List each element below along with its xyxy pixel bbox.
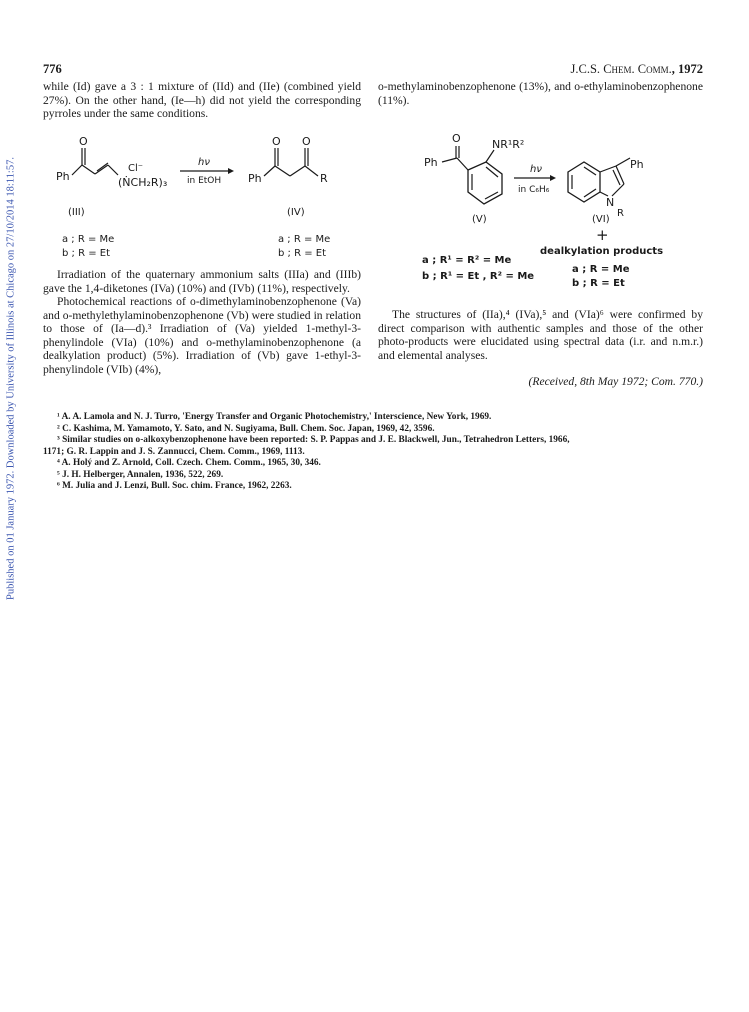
compound-label-V: (V): [472, 214, 487, 225]
variant-a-III: a ; R = Me: [62, 234, 115, 245]
journal-prefix: J.C.S.: [570, 62, 601, 76]
journal-year: , 1972: [671, 62, 703, 76]
bond-line: [82, 165, 95, 174]
variant-b-V: b ; R¹ = Et , R² = Me: [422, 271, 535, 282]
footnotes: [43, 412, 705, 493]
ring-double-bond: [486, 167, 498, 177]
oxygen-label: O: [302, 135, 311, 148]
paragraph-pyrroles: while (Id) gave a 3 : 1 mixture of (IId) and (IIe) (combined yield 27%). On the other hand, (Ie—h) did not yield the corresponding pyrroles under the same conditions.: [43, 80, 361, 120]
received-note: (Received, 8th May 1972; Com. 770.): [528, 375, 703, 388]
download-note-text: Published on 01 January 1972. Downloaded by University of Illinois at Chicago on 27/10/2014 18:11:57.: [5, 157, 17, 600]
variant-b-IV: b ; R = Et: [278, 248, 326, 259]
phenyl-label-IV: Ph: [248, 172, 262, 185]
bond-line: [97, 163, 108, 171]
bond-line: [442, 158, 457, 162]
scheme-ammonium-to-diketone: [50, 130, 370, 260]
paragraph-structures: The structures of (IIa),⁴ (IVa),⁵ and (VIa)⁶ were confirmed by direct comparison with authentic samples and those of the other photo-products were elucidated using spectral data (i.r. and n.m.r.) and elemental analyses.: [378, 308, 703, 362]
right-column-top: [378, 80, 703, 107]
arrow-head: [550, 175, 556, 181]
oxygen-label: O: [79, 135, 88, 148]
journal-name: Chem. Comm.: [603, 62, 672, 76]
r-group-label: R: [320, 172, 328, 185]
left-column-top: [43, 80, 361, 121]
paragraph-ethylamino: o-methylaminobenzophenone (13%), and o-ethylaminobenzophenone (11%).: [378, 80, 703, 107]
footnote-3: ³ Similar studies on o-alkoxybenzophenone have been reported: S. P. Pappas and J. E. Blackwell, Jun., Tetrahedron Letters, 1966,: [57, 435, 570, 445]
variant-a-IV: a ; R = Me: [278, 234, 331, 245]
bond-line: [264, 166, 275, 176]
download-sidebar-note: [4, 140, 18, 620]
variant-b-VI: b ; R = Et: [572, 278, 625, 289]
phenyl-label-III: Ph: [56, 170, 70, 183]
phenyl-label-V: Ph: [424, 156, 438, 169]
amine-label: NR¹R²: [492, 138, 525, 151]
journal-header: [571, 62, 703, 77]
footnote-2: ² C. Kashima, M. Yamamoto, Y. Sato, and N. Sugiyama, Bull. Chem. Soc. Japan, 1969, 42, 3596.: [57, 423, 435, 434]
r-group-label: R: [617, 208, 624, 219]
oxygen-label: O: [272, 135, 281, 148]
footnote-4: ⁴ A. Holý and Z. Arnold, Coll. Czech. Chem. Comm., 1965, 30, 346.: [57, 458, 321, 468]
bond-line: [108, 165, 118, 175]
scheme-aminobenzophenone-to-indole: [420, 130, 705, 290]
page-number: 776: [43, 62, 62, 76]
bond-line: [305, 166, 318, 176]
compound-label-III: (III): [68, 207, 85, 218]
hv-label: hν: [198, 157, 210, 168]
footnote-6: ⁶ M. Julia and J. Lenzi, Bull. Soc. chim. France, 1962, 2263.: [57, 481, 292, 491]
bond-line: [72, 165, 82, 175]
bond-line: [616, 166, 624, 184]
hv-label: hν: [530, 164, 542, 175]
variant-a-V: a ; R¹ = R² = Me: [422, 255, 512, 266]
bond-line: [612, 184, 624, 196]
left-column-lower: [43, 268, 361, 376]
nitrogen-label: N: [606, 196, 615, 209]
footnote-3-continued: 1171; G. R. Lappin and J. S. Zannucci, Chem. Comm., 1969, 1113.: [43, 446, 305, 457]
bond-line: [275, 166, 290, 176]
dealkylation-label: dealkylation products: [540, 246, 664, 257]
paragraph-photochemical: Photochemical reactions of o-dimethylaminobenzophenone (Va) and o-methylethylaminobenzophenone (Vb) were studied in relation to those of (Ia—d).³ Irradiation of (Va) yielded 1-methyl-3-phenylindole (VIa) (10%) and o-methylaminobenzophenone (a dealkylation product) (5%). Irradiation of (Vb) gave 1-ethyl-3-phenylindole (VIb) (4%),: [43, 295, 361, 376]
benzene-ring-VI: [568, 162, 600, 202]
ammonium-label: (ṄCH₂R)₃: [118, 176, 168, 189]
footnote-1: ¹ A. A. Lamola and N. J. Turro, 'Energy Transfer and Organic Photochemistry,' Interscience, New York, 1969.: [57, 412, 492, 422]
footnote-5: ⁵ J. H. Helberger, Annalen, 1936, 522, 269.: [57, 469, 224, 480]
chloride-label: Cl⁻: [128, 163, 144, 174]
variant-b-III: b ; R = Et: [62, 248, 110, 259]
compound-label-VI: (VI): [592, 214, 610, 225]
bond-line: [95, 165, 108, 174]
bond-line: [290, 166, 305, 176]
paragraph-irradiation-salts: Irradiation of the quaternary ammonium salts (IIIa) and (IIIb) gave the 1,4-diketones (IVa) (10%) and (IVb) (11%), respectively.: [43, 268, 361, 295]
plus-sign: +: [596, 226, 609, 244]
variant-a-VI: a ; R = Me: [572, 264, 630, 275]
bond-line: [616, 158, 630, 166]
solvent-label: in C₆H₆: [518, 185, 550, 195]
bond-line: [457, 158, 468, 170]
right-column-lower: [378, 308, 703, 362]
solvent-label: in EtOH: [187, 176, 222, 186]
compound-label-IV: (IV): [287, 207, 305, 218]
bond-line: [486, 150, 494, 162]
oxygen-label: O: [452, 132, 461, 145]
phenyl-label-VI: Ph: [630, 158, 644, 171]
arrow-head: [228, 168, 234, 174]
benzene-ring-V: [468, 162, 502, 204]
